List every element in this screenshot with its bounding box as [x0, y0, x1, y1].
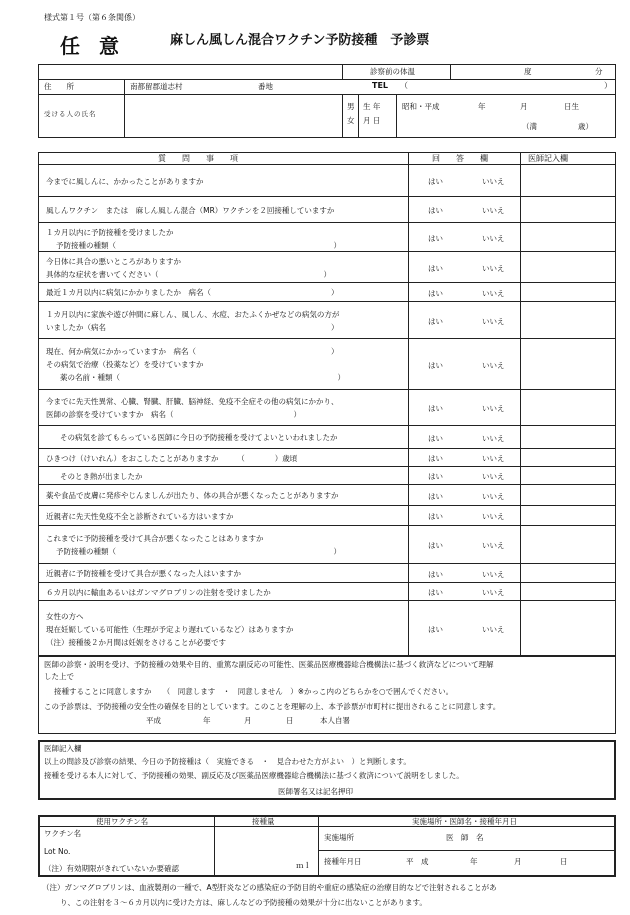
row-divider [38, 222, 616, 223]
answer-yes[interactable]: はい [428, 288, 443, 298]
row-divider [38, 600, 616, 601]
table-header-item: 質 問 事 項 [158, 154, 238, 163]
birth-day: 日生 [564, 102, 579, 111]
question-text: 具体的な症状を書いてください（ ） [46, 270, 331, 279]
birth-era[interactable]: 昭和・平成 [402, 102, 440, 111]
consent-sign[interactable]: 本人自署 [320, 716, 350, 725]
consent-era: 平成 [146, 716, 161, 725]
birth-label-2: 月 日 [363, 116, 381, 125]
age-years: 歳） [578, 122, 593, 131]
question-text: 女性の方へ [46, 611, 84, 621]
answer-yes[interactable]: はい [428, 316, 443, 326]
answer-no[interactable]: いいえ [482, 316, 505, 326]
answer-no[interactable]: いいえ [482, 454, 505, 463]
question-text: 予防接種の種類（ ） [56, 241, 341, 250]
date-day: 日 [560, 857, 568, 866]
row-divider [38, 338, 616, 339]
row-divider [38, 282, 616, 283]
question-text: １カ月以内に予防接種を受けましたか [46, 228, 174, 237]
name-label: 受ける人の氏名 [44, 110, 97, 118]
answer-yes[interactable]: はい [428, 263, 443, 273]
answer-yes[interactable]: はい [428, 569, 443, 579]
answer-yes[interactable]: はい [428, 454, 443, 463]
question-text: 最近１カ月以内に病気にかかりましたか 病名（ ） [46, 288, 339, 297]
doctor-name-label[interactable]: 医 師 名 [446, 833, 484, 842]
consent-month: 月 [244, 716, 252, 725]
row-divider [38, 525, 616, 526]
answer-no[interactable]: いいえ [482, 569, 505, 579]
table-header-answer: 回 答 欄 [432, 154, 488, 163]
vaccine-header-name: 使用ワクチン名 [96, 817, 149, 826]
question-text: 風しんワクチン または 麻しん風しん混合（MR）ワクチンを２回接種していますか [46, 205, 335, 215]
answer-yes[interactable]: はい [428, 588, 443, 597]
row-divider [38, 563, 616, 564]
vaccine-header-info: 実施場所・医師名・接種年月日 [412, 817, 517, 826]
question-text: 薬の名前・種類（ ） [60, 373, 345, 382]
row-divider [38, 582, 616, 583]
answer-yes[interactable]: はい [428, 512, 443, 521]
form-number: 様式第１号（第６条関係） [44, 13, 140, 22]
row-divider [38, 484, 616, 485]
optional-label: 任 意 [60, 34, 125, 58]
row-divider [38, 505, 616, 506]
row-divider [38, 301, 616, 302]
answer-yes[interactable]: はい [428, 491, 443, 501]
answer-yes[interactable]: はい [428, 404, 443, 413]
page-title: 麻しん風しん混合ワクチン予防接種 予診票 [170, 33, 430, 48]
tel-label: TEL [372, 81, 389, 90]
question-text: 近親者に先天性免疫不全と診断されている方はいますか [46, 511, 234, 521]
birth-label-1: 生 年 [363, 102, 381, 111]
answer-no[interactable]: いいえ [482, 433, 505, 443]
address-banchi: 番地 [258, 82, 273, 91]
question-text: 今日体に具合の悪いところがありますか [46, 257, 181, 266]
answer-yes[interactable]: はい [428, 177, 443, 186]
date-month: 月 [514, 857, 522, 866]
doctor-title: 医師記入欄 [44, 744, 82, 753]
answer-no[interactable]: いいえ [482, 206, 505, 215]
row-divider [38, 196, 616, 197]
birth-year: 年 [478, 102, 486, 111]
answer-yes[interactable]: はい [428, 360, 443, 370]
tel-open: （ [400, 81, 408, 90]
question-text: 医師の診察を受けていますか 病名（ ） [46, 410, 301, 419]
answer-yes[interactable]: はい [428, 625, 443, 634]
row-divider [38, 448, 616, 449]
answer-no[interactable]: いいえ [482, 588, 505, 597]
sex-female[interactable]: 女 [347, 116, 355, 125]
footnote-line-1: （注）ガンマグロブリンは、血液製剤の一種で、A型肝炎などの感染症の予防目的や重症の感染症の治療目的などで注射されることがあ [42, 883, 497, 892]
question-text: 現在妊娠している可能性（生理が予定より遅れているなど）はありますか [46, 624, 294, 634]
answer-yes[interactable]: はい [428, 233, 443, 243]
consent-question[interactable]: 接種することに同意しますか （ 同意します ・ 同意しません ）※かっこ内のどちらかを○で囲んでください。 [54, 687, 454, 696]
doctor-line-2: 接種を受ける本人に対して、予防接種の効果、副反応及び医薬品医療機器総合機構法に基づく救済について説明をしました。 [44, 771, 464, 780]
question-text: （注）接種後２か月間は妊娠をさけることが必要です [46, 637, 226, 647]
place-label[interactable]: 実施場所 [324, 833, 354, 842]
footnote-line-2: り、この注射を３～６カ月以内に受けた方は、麻しんなどの予防接種の効果が十分に出ないことがあります。 [60, 898, 427, 907]
age-full: （満 [522, 122, 537, 131]
row-divider [38, 389, 616, 390]
question-text: 今までに風しんに、かかったことがありますか [46, 176, 204, 186]
temp-label: 診察前の体温 [370, 67, 415, 76]
table-header-doctor: 医師記入欄 [528, 154, 568, 163]
row-divider [38, 466, 616, 467]
sex-male[interactable]: 男 [347, 102, 355, 111]
question-text: １カ月以内に家族や遊び仲間に麻しん、風しん、水痘、おたふくかぜなどの病気の方が [46, 309, 340, 319]
question-text: その病気で治療（投薬など）を受けていますか [46, 360, 204, 369]
answer-no[interactable]: いいえ [482, 360, 505, 370]
birth-month: 月 [520, 102, 528, 111]
vaccine-header-amount: 接種量 [252, 817, 275, 826]
question-text: その病気を診てもらっている医師に今日の予防接種を受けてよいといわれましたか [60, 433, 338, 442]
amount-unit: ｍｌ [296, 861, 311, 870]
question-text: 現在、何か病気にかかっていますか 病名（ ） [46, 347, 339, 356]
tel-close: ） [604, 81, 612, 90]
question-text: 薬や食品で皮膚に発疹やじんましんが出たり、体の具合が悪くなったことがありますか [46, 491, 339, 500]
question-text: そのとき熱が出ましたか [60, 472, 143, 481]
address-label: 住 所 [44, 82, 74, 91]
vaccine-name-label[interactable]: ワクチン名 [44, 829, 82, 838]
consent-line-2: した上で [44, 672, 74, 681]
answer-no[interactable]: いいえ [482, 233, 505, 243]
doctor-sign[interactable]: 医師署名又は記名押印 [278, 787, 353, 796]
answer-yes[interactable]: はい [428, 541, 443, 550]
answer-no[interactable]: いいえ [482, 512, 505, 521]
answer-no[interactable]: いいえ [482, 472, 505, 481]
question-text: ６カ月以内に輸血あるいはガンマグロブリンの注射を受けましたか [46, 588, 271, 597]
answer-yes[interactable]: はい [428, 433, 443, 443]
question-text: 今までに先天性異常、心臓、腎臓、肝臓、脳神経、免疫不全症その他の病気にかかり、 [46, 397, 339, 406]
question-text: これまでに予防接種を受けて具合が悪くなったことはありますか [46, 534, 264, 543]
consent-line-4: この予診票は、予防接種の安全性の確保を目的としています。このことを理解の上、本予診票が市町村に提出されることに同意します。 [44, 702, 501, 711]
question-text: 近親者に予防接種を受けて具合が悪くなった人はいますか [46, 569, 241, 578]
answer-yes[interactable]: はい [428, 206, 443, 215]
answer-no[interactable]: いいえ [482, 288, 505, 298]
date-year: 年 [470, 857, 478, 866]
lot-label[interactable]: Lot No. [44, 847, 71, 856]
consent-day: 日 [286, 716, 294, 725]
answer-no[interactable]: いいえ [482, 177, 505, 186]
date-label: 接種年月日 [324, 857, 362, 866]
temp-unit-min: 分 [595, 67, 603, 76]
answer-no[interactable]: いいえ [482, 404, 505, 413]
consent-year: 年 [203, 716, 211, 725]
answer-no[interactable]: いいえ [482, 625, 505, 634]
address-value[interactable]: 南都留郡道志村 [130, 82, 183, 91]
row-divider [38, 251, 616, 252]
question-text: 予防接種の種類（ ） [56, 547, 341, 556]
doctor-line-1[interactable]: 以上の問診及び診察の結果、今日の予防接種は（ 実施できる ・ 見合わせた方がよい ）と判断します。 [44, 757, 411, 766]
question-text: いましたか（病名 ） [46, 322, 339, 332]
consent-line-1: 医師の診察・説明を受け、予防接種の効果や目的、重篤な副反応の可能性、医薬品医療機器総合機構法に基づく救済などについて理解 [44, 660, 494, 669]
answer-no[interactable]: いいえ [482, 263, 505, 273]
answer-no[interactable]: いいえ [482, 541, 505, 550]
date-era: 平 成 [406, 857, 429, 866]
answer-yes[interactable]: はい [428, 472, 443, 481]
row-divider [38, 425, 616, 426]
temp-unit-deg: 度 [524, 67, 532, 76]
expiry-note: （注）有効期限がきれていないか要確認 [44, 864, 179, 873]
answer-no[interactable]: いいえ [482, 491, 505, 501]
question-text: ひきつけ（けいれん）をおこしたことがありますか （ ）歳頃 [46, 454, 298, 463]
